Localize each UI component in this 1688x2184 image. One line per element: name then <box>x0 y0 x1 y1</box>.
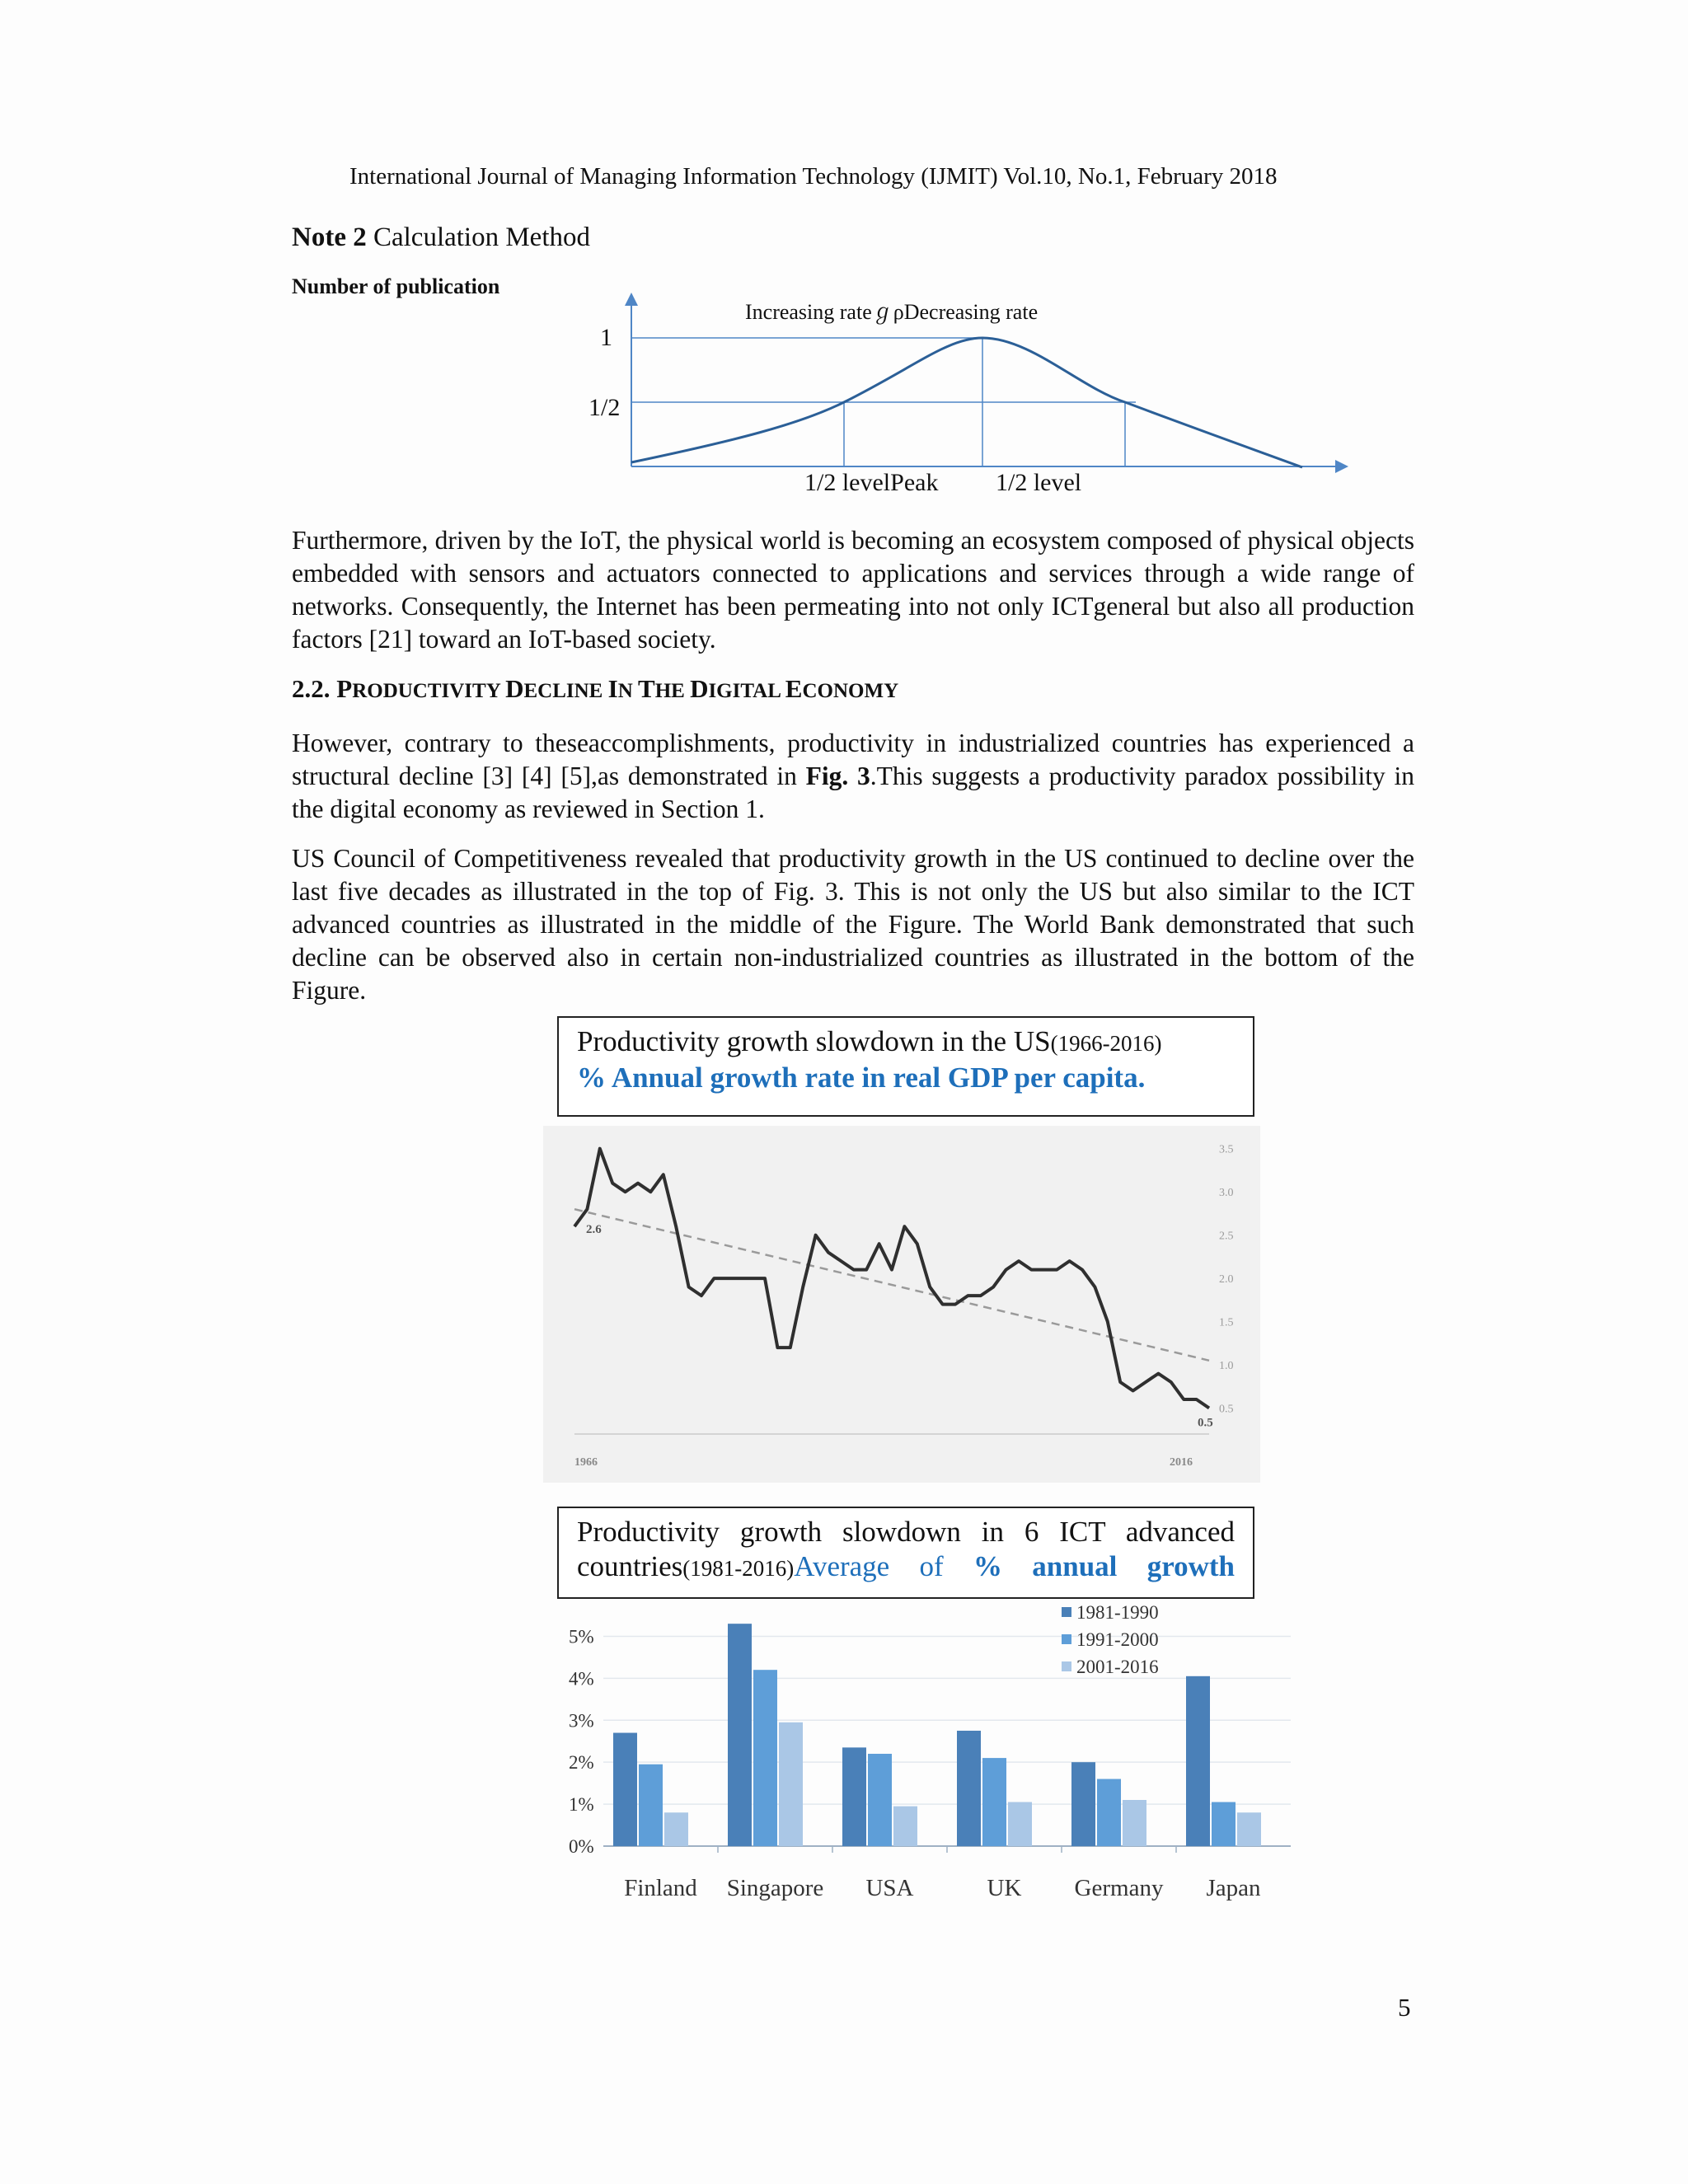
note-heading <box>292 223 590 253</box>
caption-us-years: (1966-2016) <box>1050 1031 1162 1056</box>
bar-finland-1981-1990 <box>613 1733 637 1846</box>
section-word-cap: P <box>336 674 353 703</box>
caption-ict-line2 <box>577 1549 1235 1586</box>
category-label: Germany <box>1074 1875 1164 1901</box>
section-word-cap: D <box>505 674 524 703</box>
y-tick-label: 1.5 <box>1219 1316 1234 1329</box>
x-label-right: 1/2 level <box>996 469 1082 496</box>
legend-swatch <box>1062 1661 1071 1671</box>
diagram-y-label: Number of publication <box>292 274 500 298</box>
bar-singapore-1981-1990 <box>728 1624 752 1846</box>
caption-us-line2: % Annual growth rate in real GDP per capita. <box>577 1062 1146 1094</box>
section-word-rest: IGITAL <box>708 680 785 702</box>
bar-usa-1981-1990 <box>842 1747 866 1846</box>
bar-y-tick-label: 4% <box>569 1668 594 1690</box>
section-word-rest: ECLINE <box>523 680 608 702</box>
section-heading <box>292 674 898 704</box>
x-tick-start: 1966 <box>574 1456 598 1469</box>
bar-singapore-1991-2000 <box>753 1670 777 1846</box>
paragraph-decline-b: .This suggests a productivity paradox possibility in the digital economy as reviewed in Section 1. <box>292 762 1415 823</box>
caption-ict-average: Average of <box>794 1550 973 1582</box>
bar-germany-2001-2016 <box>1123 1800 1146 1846</box>
x-tick-end: 2016 <box>1170 1456 1193 1469</box>
rate-label: Increasing rateℊρDecreasing rate <box>745 300 1039 324</box>
category-label: USA <box>865 1875 914 1901</box>
y-label-half: 1/2 <box>588 394 621 421</box>
caption-ict-years: (1981-2016) <box>682 1556 795 1581</box>
paragraph-decline <box>292 727 1414 826</box>
journal-header: International Journal of Managing Information Technology (IJMIT) Vol.10, No.1, February 2018 <box>349 163 1278 190</box>
note-text: Calculation Method <box>366 223 591 252</box>
bar-finland-1991-2000 <box>639 1765 663 1846</box>
bar-uk-1981-1990 <box>957 1731 981 1846</box>
category-label: Finland <box>624 1875 697 1901</box>
category-label: Singapore <box>726 1875 824 1901</box>
bar-legend <box>1062 1602 1159 1677</box>
paragraph-iot: Furthermore, driven by the IoT, the physical world is becoming an ecosystem composed of physical objects embedded with sensors and actuators connected to applications and services through a wide range of networks. Consequently, the Internet has been permeating into not only ICTgeneral but also all production factors [21] toward an IoT-based society. <box>292 526 1414 654</box>
bar-y-tick-label: 1% <box>569 1794 594 1816</box>
legend-swatch <box>1062 1607 1071 1617</box>
section-word-rest: HE <box>654 680 691 702</box>
legend-label: 1991-2000 <box>1076 1629 1159 1650</box>
legend-label: 1981-1990 <box>1076 1602 1159 1623</box>
bar-y-tick-label: 0% <box>569 1836 594 1857</box>
page-number: 5 <box>1398 1993 1411 2022</box>
bar-singapore-2001-2016 <box>779 1722 803 1846</box>
caption-ict-line1: Productivity growth slowdown in 6 ICT advanced <box>577 1516 1235 1548</box>
calculation-diagram <box>569 293 1360 507</box>
bar-y-tick-label: 3% <box>569 1710 594 1732</box>
y-tick-label: 2.5 <box>1219 1230 1234 1243</box>
legend-swatch <box>1062 1634 1071 1644</box>
section-number: 2.2. <box>292 674 337 703</box>
chart-background <box>543 1126 1260 1483</box>
bar-germany-1991-2000 <box>1097 1779 1121 1846</box>
caption-box-us <box>557 1016 1254 1117</box>
last-point-label: 0.5 <box>1198 1416 1213 1430</box>
first-point-label: 2.6 <box>586 1223 602 1237</box>
y-tick-label: 3.0 <box>1219 1187 1234 1200</box>
x-axis-arrow <box>1335 460 1348 473</box>
x-label-left: 1/2 levelPeak <box>804 469 939 496</box>
bar-usa-1991-2000 <box>868 1754 892 1846</box>
section-word-cap: I <box>607 674 618 703</box>
ict-bar-chart <box>557 1599 1299 1912</box>
bar-usa-2001-2016 <box>893 1807 917 1846</box>
caption-ict-countries: countries <box>577 1550 683 1582</box>
y-label-1: 1 <box>600 324 612 351</box>
legend-label: 2001-2016 <box>1076 1657 1159 1677</box>
bar-uk-2001-2016 <box>1008 1802 1032 1846</box>
bar-japan-1991-2000 <box>1212 1802 1236 1846</box>
y-tick-label: 2.0 <box>1219 1273 1234 1286</box>
caption-us-line1 <box>577 1024 1235 1061</box>
section-word-cap: T <box>638 674 655 703</box>
bar-japan-1981-1990 <box>1186 1676 1210 1846</box>
section-word-cap: E <box>785 674 803 703</box>
bar-finland-2001-2016 <box>664 1812 688 1846</box>
caption-box-ict <box>557 1507 1254 1599</box>
caption-us-title: Productivity growth slowdown in the US <box>577 1025 1051 1057</box>
section-word-rest: N <box>617 680 638 702</box>
paragraph-decline-a: However, contrary to theseaccomplishments, productivity in industrialized countries has experienced a structural decline [3] [4] [5],as demonstrated in <box>292 729 1414 790</box>
y-tick-label: 3.5 <box>1219 1143 1234 1156</box>
bar-series <box>613 1624 1261 1846</box>
section-word-rest: CONOMY <box>802 680 899 702</box>
paragraph-us-council: US Council of Competitiveness revealed that productivity growth in the US continued to decline over the last five decades as illustrated in the top of Fig. 3. This is not only the US but also similar to the ICT advanced countries as illustrated in the middle of the Figure. The World Bank demonstrated that such decline can be observed also in certain non-industrialized countries as illustrated in the bottom of the Figure. <box>292 844 1414 1005</box>
bar-y-tick-labels <box>569 1626 594 1857</box>
bar-japan-2001-2016 <box>1237 1812 1261 1846</box>
note-label: Note 2 <box>292 223 367 252</box>
section-word-rest: RODUCTIVITY <box>352 680 506 702</box>
fig3-reference: Fig. 3 <box>805 762 870 790</box>
category-label: UK <box>987 1875 1022 1901</box>
bar-germany-1981-1990 <box>1071 1762 1095 1846</box>
us-line-chart <box>543 1126 1260 1483</box>
y-tick-label: 1.0 <box>1219 1360 1234 1373</box>
category-label: Japan <box>1206 1875 1261 1901</box>
bar-category-labels <box>624 1875 1261 1901</box>
caption-ict-growth: % annual growth <box>973 1550 1236 1582</box>
y-tick-label: 0.5 <box>1219 1403 1234 1416</box>
bar-y-tick-label: 2% <box>569 1752 594 1774</box>
section-title <box>336 674 898 703</box>
section-word-cap: D <box>690 674 709 703</box>
bar-uk-1991-2000 <box>982 1758 1006 1846</box>
y-axis-arrow <box>625 293 638 306</box>
bar-y-tick-label: 5% <box>569 1626 594 1647</box>
